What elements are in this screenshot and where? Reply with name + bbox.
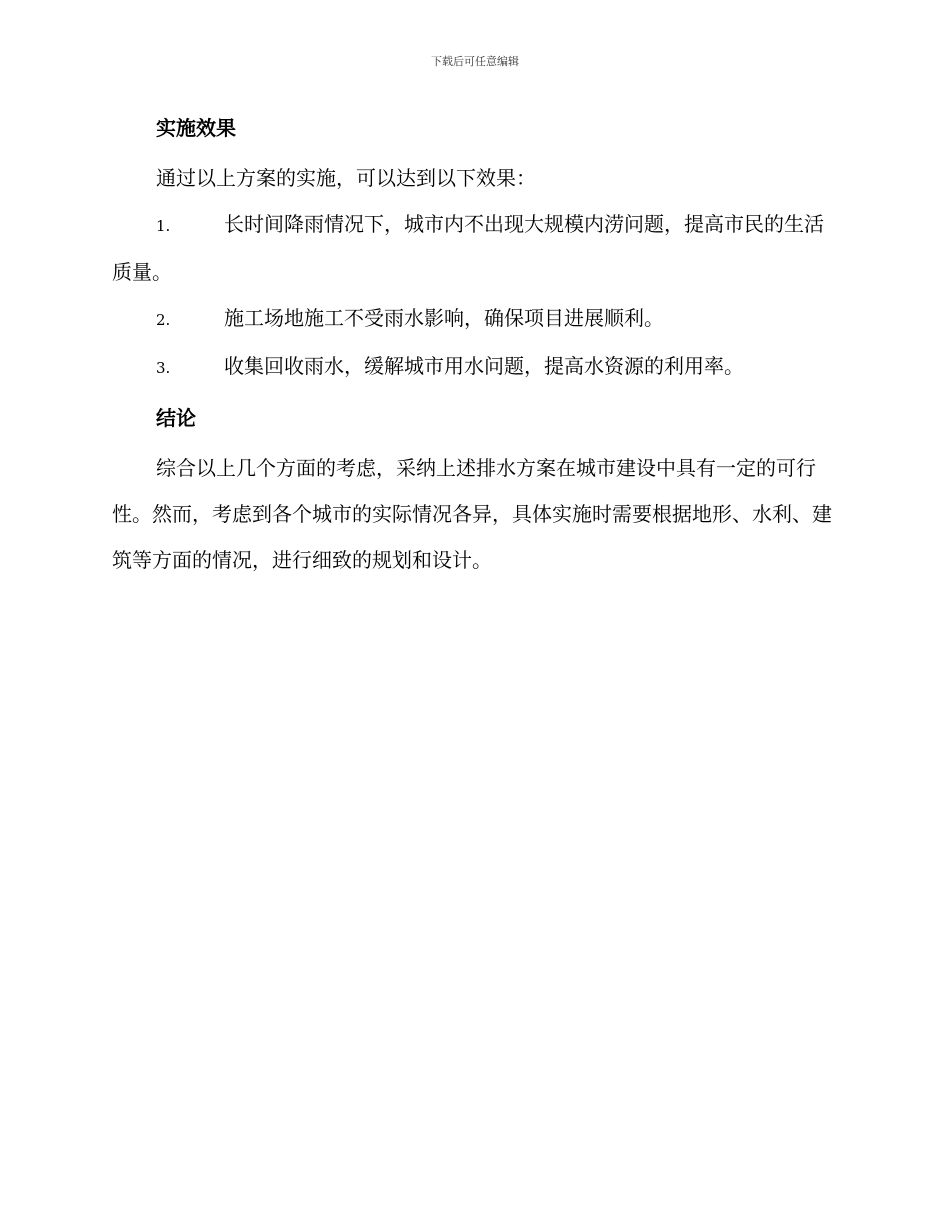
list-number: 2. [156, 311, 171, 329]
list-item-text: 施工场地施工不受雨水影响，确保项目进展顺利。 [224, 306, 664, 330]
effects-intro: 通过以上方案的实施，可以达到以下效果： [156, 166, 536, 190]
list-number: 1. [156, 217, 171, 235]
section-heading-effects: 实施效果 [156, 116, 236, 140]
list-item-1 [112, 201, 834, 295]
conclusion-body: 综合以上几个方面的考虑，采纳上述排水方案在城市建设中具有一定的可行性。然而，考虑到各个城市的实际情况各异，具体实施时需要根据地形、水利、建筑等方面的情况，进行细致的规划和设计。 [112, 456, 832, 572]
section-heading-conclusion: 结论 [156, 406, 196, 430]
header-note: 下载后可任意编辑 [431, 55, 519, 68]
list-item-3 [112, 343, 834, 391]
list-item-text: 长时间降雨情况下，城市内不出现大规模内涝问题，提高市民的生活质量。 [112, 212, 824, 284]
list-item-text: 收集回收雨水，缓解城市用水问题，提高水资源的利用率。 [224, 354, 744, 378]
document-body [112, 113, 834, 583]
list-number: 3. [156, 359, 171, 377]
list-item-2 [112, 295, 834, 343]
